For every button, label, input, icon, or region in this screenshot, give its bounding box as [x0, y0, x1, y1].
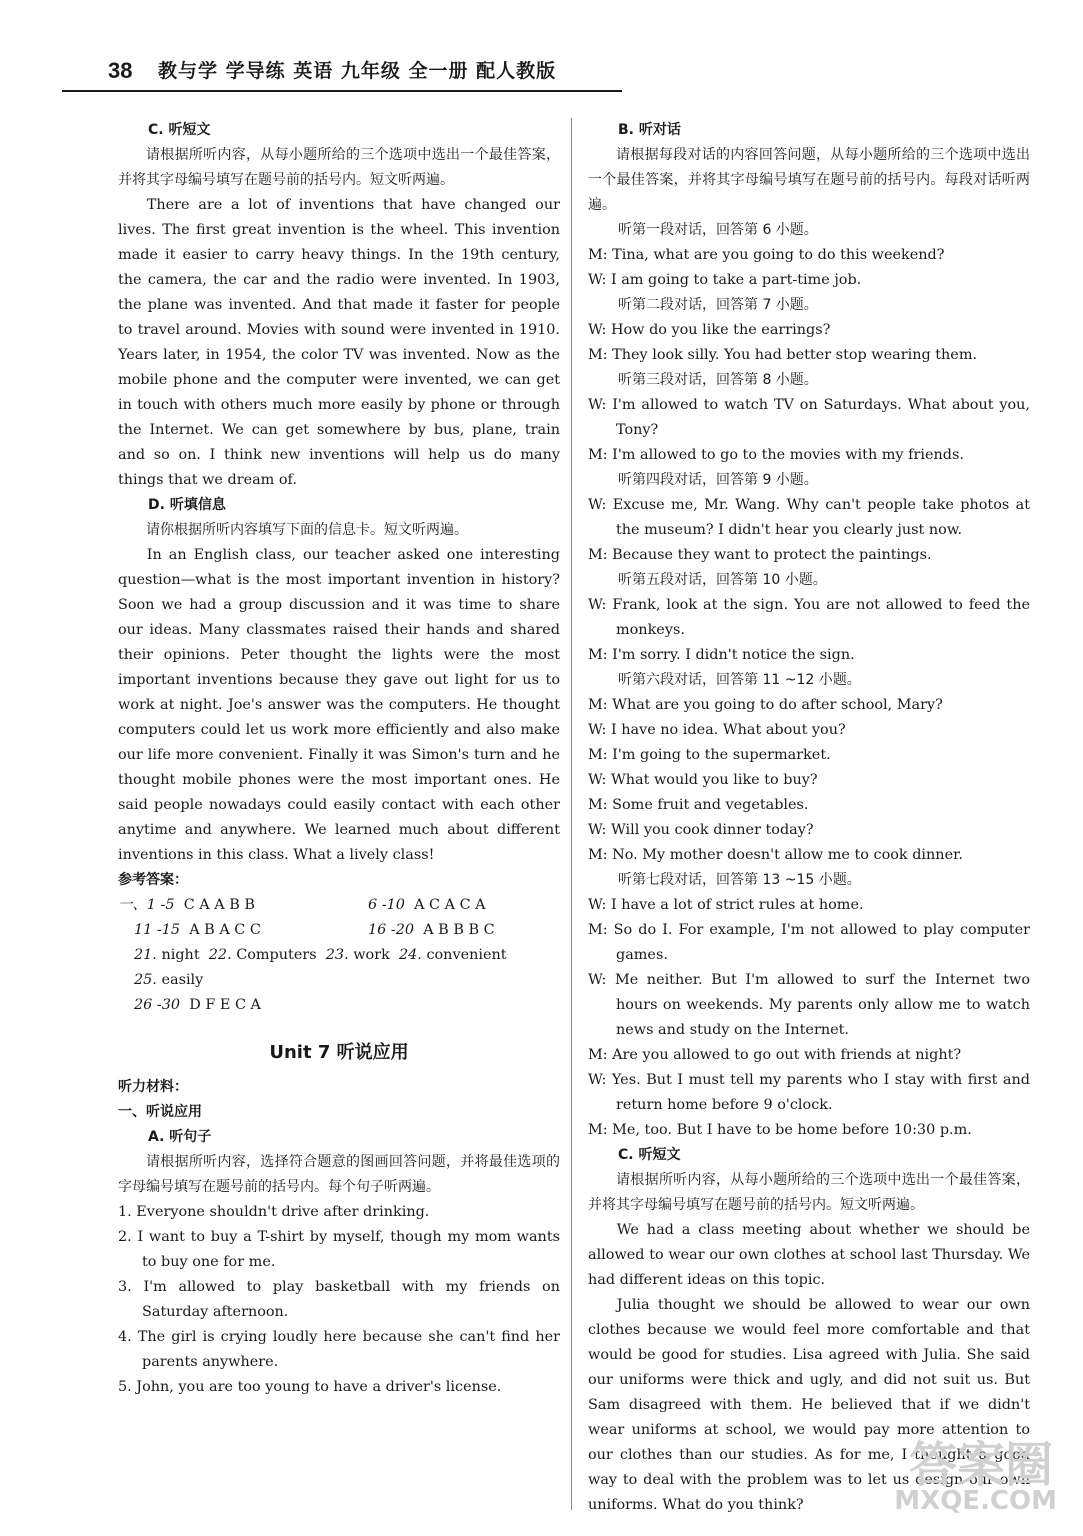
answer-key [118, 893, 560, 1018]
answer-number: 26 -30 [134, 997, 181, 1013]
section-d-heading: D. 听填信息 [148, 497, 226, 513]
section-b-heading: B. 听对话 [618, 122, 681, 138]
section-a-heading: A. 听句子 [148, 1129, 212, 1145]
section-d-passage: In an English class, our teacher asked one interesting question—what is the most important invention in history? Soon we had a group discussion and it was time to share our ideas. Many classmates raised their hands and shared their opinions. Peter thought the lights were the most important inventions because they gave out light for us to work at night. Joe's answer was the computers. He thought computers could let us work more efficiently and also make our life more convenient. Finally it was Simon's turn and he thought mobile phones were the most important ones. He said people nowadays could easily contact with each other anytime and anywhere. We learned much about different inventions in this class. What a lively class! [118, 547, 560, 863]
passage-paragraph: Julia thought we should be allowed to wear our own clothes because we would feel more comfortable and that would be good for studies. Lisa agreed with Julia. She said our uniforms were thick and ugly, and did not suit us. But Sam disagreed with them. He believed that if we didn't wear uniforms at school, we would pay more attention to our clothes than our studies. As for me, I thought a good way to deal with the problem was to let us design our own uniforms. What do you think? [588, 1297, 1030, 1513]
sentence-item: 1. Everyone shouldn't drive after drinking. [118, 1204, 430, 1220]
dialogue-line: M: So do I. For example, I'm not allowed to play computer games. [588, 922, 1030, 963]
answer-number: 22. [208, 947, 232, 963]
unit-title: Unit 7 听说应用 [269, 1042, 409, 1063]
sentence-item: 3. I'm allowed to play basketball with my friends on Saturday afternoon. [118, 1279, 560, 1320]
answer-row [118, 893, 560, 918]
dialogue-line: W: I am going to take a part-time job. [588, 272, 862, 288]
dialogue-line: W: Will you cook dinner today? [588, 822, 814, 838]
dialogue-instruction: 听第六段对话，回答第 11 ~12 小题。 [618, 672, 861, 688]
book-title: 教与学 学导练 英语 九年级 全一册 配人教版 [158, 60, 557, 82]
section-a-instruction: 请根据所听内容，选择符合题意的图画回答问题，并将最佳选项的字母编号填写在题号前的括号内。每个句子听两遍。 [118, 1154, 560, 1195]
answer-value: C A A B B [183, 897, 255, 913]
dialogue-instruction: 听第三段对话，回答第 8 小题。 [618, 372, 818, 388]
dialogue-instruction: 听第二段对话，回答第 7 小题。 [618, 297, 818, 313]
answer-value: A B A C C [189, 922, 261, 938]
dialogue-line: M: I'm sorry. I didn't notice the sign. [588, 647, 855, 663]
dialogue-line: W: Yes. But I must tell my parents who I stay with first and return home before 9 o'clock. [588, 1072, 1030, 1113]
answer-number: 21. [134, 947, 157, 963]
dialogue-line: M: Me, too. But I have to be home before 10:30 p.m. [588, 1122, 972, 1138]
dialogue-line: W: I have a lot of strict rules at home. [588, 897, 864, 913]
dialogue-line: M: I'm allowed to go to the movies with my friends. [588, 447, 964, 463]
answer-number: 24. [398, 947, 422, 963]
page-header [62, 52, 622, 92]
answer-value: easily [161, 972, 204, 988]
right-column [588, 118, 1030, 1518]
answer-number: 6 -10 [368, 897, 405, 913]
answer-number: 一、1 -5 [118, 897, 175, 913]
section-d-instruction: 请你根据所听内容填写下面的信息卡。短文听两遍。 [146, 522, 468, 538]
section-c2-instruction: 请根据所听内容，从每小题所给的三个选项中选出一个最佳答案，并将其字母编号填写在题号前的括号内。短文听两遍。 [588, 1172, 1030, 1213]
answer-value: work [353, 947, 390, 963]
dialogue-line: M: What are you going to do after school, Mary? [588, 697, 943, 713]
answer-number: 23. [325, 947, 349, 963]
watermark-sub: MXQE.COM [894, 1486, 1057, 1516]
answers-label: 参考答案： [118, 872, 188, 888]
passage-paragraph: We had a class meeting about whether we should be allowed to wear our own clothes at school last Thursday. We had different ideas on this topic. [588, 1222, 1030, 1288]
answer-value: night [161, 947, 200, 963]
section-b-instruction: 请根据每段对话的内容回答问题，从每小题所给的三个选项中选出一个最佳答案，并将其字母编号填写在题号前的括号内。每段对话听两遍。 [588, 147, 1030, 213]
column-divider [571, 118, 572, 1510]
dialogue-instruction: 听第五段对话，回答第 10 小题。 [618, 572, 827, 588]
answer-value: A C A C A [414, 897, 486, 913]
sentence-item: 5. John, you are too young to have a driver's license. [118, 1379, 502, 1395]
section-c-instruction: 请根据所听内容，从每小题所给的三个选项中选出一个最佳答案，并将其字母编号填写在题号前的括号内。短文听两遍。 [118, 147, 560, 188]
dialogue-line: M: Tina, what are you going to do this weekend? [588, 247, 945, 263]
dialogue-line: M: Because they want to protect the paintings. [588, 547, 932, 563]
answer-number: 16 -20 [368, 922, 415, 938]
answer-row [118, 993, 560, 1018]
dialogue-line: M: They look silly. You had better stop wearing them. [588, 347, 978, 363]
answer-row [118, 943, 560, 968]
materials-label: 听力材料： [118, 1079, 188, 1095]
answer-value: D F E C A [189, 997, 261, 1013]
answer-value: A B B B C [423, 922, 495, 938]
section-c-heading: C. 听短文 [148, 122, 211, 138]
answer-number: 25. [134, 972, 157, 988]
dialogue-instruction: 听第一段对话，回答第 6 小题。 [618, 222, 818, 238]
answer-value: convenient [426, 947, 507, 963]
dialogue-line: W: Excuse me, Mr. Wang. Why can't people take photos at the museum? I didn't hear you clearly just now. [588, 497, 1030, 538]
dialogue-line: W: Frank, look at the sign. You are not allowed to feed the monkeys. [588, 597, 1030, 638]
page-number: 38 [108, 58, 133, 83]
watermark-main: 答案圈 [908, 1437, 1053, 1493]
header-rule [62, 90, 622, 92]
dialogue-line: M: No. My mother doesn't allow me to cook dinner. [588, 847, 963, 863]
dialogue-instruction: 听第七段对话，回答第 13 ~15 小题。 [618, 872, 861, 888]
section-c2-heading: C. 听短文 [618, 1147, 681, 1163]
dialogue-line: W: How do you like the earrings? [588, 322, 831, 338]
answer-row [118, 918, 560, 943]
answer-row [118, 968, 560, 993]
answer-value: Computers [236, 947, 317, 963]
dialogue-line: W: I'm allowed to watch TV on Saturdays. What about you, Tony? [588, 397, 1030, 438]
site-watermark-logo [883, 1426, 1063, 1526]
answer-number: 11 -15 [134, 922, 181, 938]
dialogue-line: M: Some fruit and vegetables. [588, 797, 809, 813]
dialogue-line: W: Me neither. But I'm allowed to surf the Internet two hours on weekends. My parents only allow me to watch news and study on the Internet. [588, 972, 1030, 1038]
left-column [118, 118, 560, 1400]
dialogue-line: W: I have no idea. What about you? [588, 722, 846, 738]
section-c-passage: There are a lot of inventions that have changed our lives. The first great invention is the wheel. This invention made it easier to carry heavy things. In the 19th century, the camera, the car and the radio were invented. In 1903, the plane was invented. And that made it faster for people to travel around. Movies with sound were invented in 1910. Years later, in 1954, the color TV was invented. Now as the mobile phone and the computer were invented, we can get in touch with others much more easily by phone or through the Internet. We can get somewhere by bus, plane, train and so on. I think new inventions will help us do many things that we dream of. [118, 197, 560, 488]
part-one-label: 一、听说应用 [118, 1104, 202, 1120]
sentence-item: 2. I want to buy a T-shirt by myself, though my mom wants to buy one for me. [118, 1229, 560, 1270]
dialogue-list [588, 218, 1030, 1143]
dialogue-line: M: Are you allowed to go out with friends at night? [588, 1047, 962, 1063]
dialogue-line: W: What would you like to buy? [588, 772, 818, 788]
sentence-item: 4. The girl is crying loudly here because she can't find her parents anywhere. [118, 1329, 560, 1370]
dialogue-instruction: 听第四段对话，回答第 9 小题。 [618, 472, 818, 488]
dialogue-line: M: I'm going to the supermarket. [588, 747, 831, 763]
